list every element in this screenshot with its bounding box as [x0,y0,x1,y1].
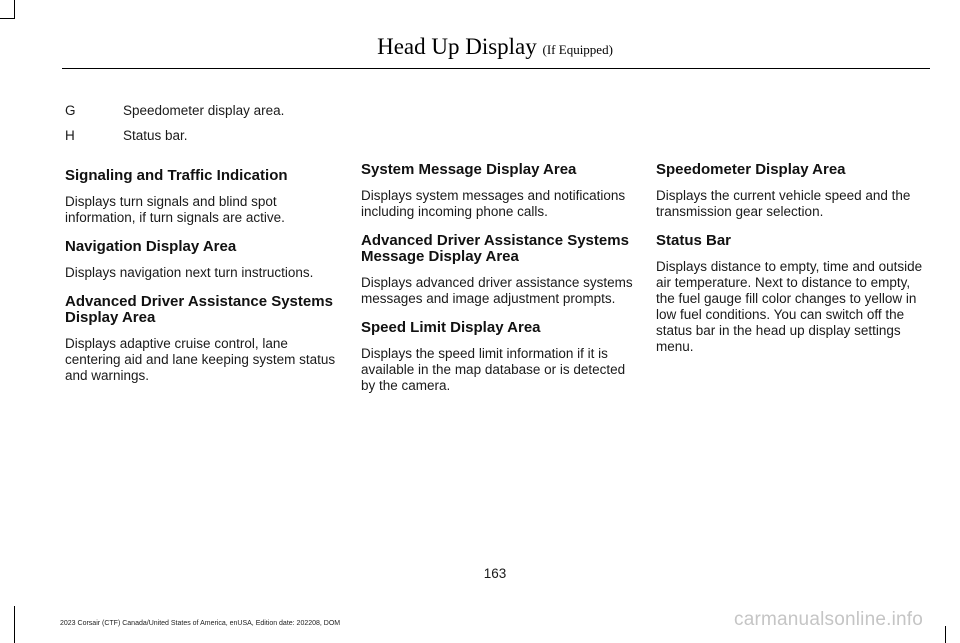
page-title-main: Head Up Display [377,34,537,59]
section-navigation [65,239,340,281]
section-status-bar [656,233,931,355]
section-speedometer [656,162,931,220]
content-column-1 [65,168,340,397]
section-system-message [361,162,636,220]
definition-key: G [65,103,76,118]
crop-mark-top-left-horizontal [0,18,15,19]
section-heading: Navigation Display Area [65,238,237,255]
section-heading: Advanced Driver Assistance Systems Message Display Area [361,232,629,265]
section-body: Displays the speed limit information if it is available in the map database or is detected by the camera. [361,346,626,393]
section-body: Displays distance to empty, time and outside air temperature. Next to distance to empty, the fuel gauge fill color changes to yellow in low fuel conditions. You can switch off the status bar in the head up display settings menu. [656,259,923,354]
definition-text: Status bar. [123,128,188,143]
section-body: Displays system messages and notifications including incoming phone calls. [361,188,626,219]
definition-item [65,127,284,144]
section-adas-message [361,233,636,307]
section-speed-limit [361,320,636,394]
section-heading: Signaling and Traffic Indication [65,167,288,184]
section-body: Displays adaptive cruise control, lane centering aid and lane keeping system status and warnings. [65,336,336,383]
content-column-3 [656,162,931,368]
watermark-link[interactable]: carmanualsonline.info [734,609,924,630]
crop-mark-bottom-left-vertical [14,606,15,643]
section-body: Displays advanced driver assistance systems messages and image adjustment prompts. [361,275,633,306]
section-heading: System Message Display Area [361,161,577,178]
section-heading: Speedometer Display Area [656,161,846,178]
crop-mark-top-left-vertical [14,0,15,18]
section-signaling [65,168,340,226]
section-body: Displays navigation next turn instructions. [65,265,314,280]
header-divider [62,68,930,69]
definition-list [65,102,284,152]
definition-text: Speedometer display area. [123,103,285,118]
section-body: Displays turn signals and blind spot information, if turn signals are active. [65,194,285,225]
section-heading: Advanced Driver Assistance Systems Display Area [65,293,333,326]
definition-key: H [65,128,75,143]
crop-mark-bottom-right-vertical [945,626,946,643]
section-adas-display [65,294,340,384]
page-number: 163 [483,566,507,581]
page-title-subtitle: (If Equipped) [542,42,613,57]
section-body: Displays the current vehicle speed and the transmission gear selection. [656,188,911,219]
section-heading: Speed Limit Display Area [361,319,541,336]
content-column-2 [361,162,636,407]
section-heading: Status Bar [656,232,732,249]
page-title [0,34,960,60]
definition-item [65,102,284,119]
footer-edition-text: 2023 Corsair (CTF) Canada/United States of America, enUSA, Edition date: 202208, DOM [60,620,341,627]
